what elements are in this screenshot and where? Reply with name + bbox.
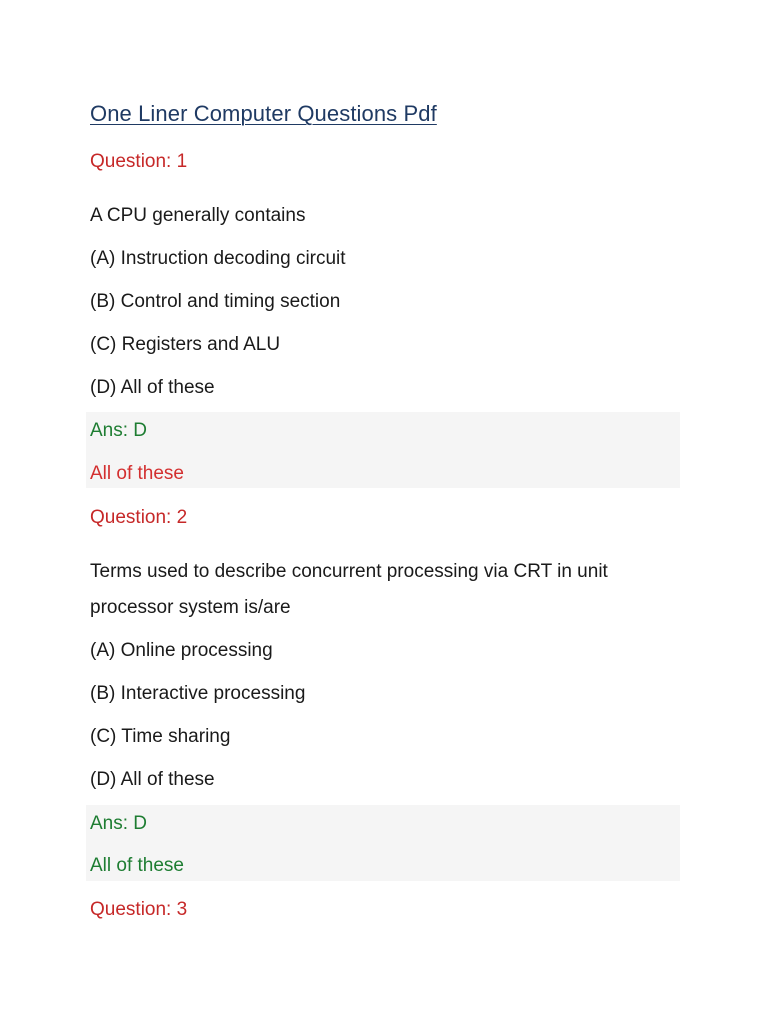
question-2-option-a: (A) Online processing — [90, 640, 273, 661]
question-2-answer: Ans: D — [90, 813, 148, 834]
question-2-text-line-2: processor system is/are — [90, 597, 291, 618]
document-title[interactable]: One Liner Computer Questions Pdf — [90, 101, 437, 126]
question-2-option-b: (B) Interactive processing — [90, 683, 306, 704]
question-2-option-c: (C) Time sharing — [90, 726, 231, 747]
question-1-option-c: (C) Registers and ALU — [90, 334, 281, 355]
question-1-explanation: All of these — [90, 463, 184, 484]
question-1-answer: Ans: D — [90, 420, 148, 441]
question-1-option-d: (D) All of these — [90, 377, 215, 398]
question-3-label: Question: 3 — [90, 899, 188, 920]
question-1-option-b: (B) Control and timing section — [90, 291, 341, 312]
question-2-option-d: (D) All of these — [90, 769, 215, 790]
question-2-text-line-1: Terms used to describe concurrent processing via CRT in unit — [90, 561, 608, 582]
question-2-explanation: All of these — [90, 855, 184, 876]
question-2-label: Question: 2 — [90, 507, 188, 528]
question-1-text: A CPU generally contains — [90, 205, 306, 226]
question-1-option-a: (A) Instruction decoding circuit — [90, 248, 346, 269]
question-1-label: Question: 1 — [90, 151, 188, 172]
